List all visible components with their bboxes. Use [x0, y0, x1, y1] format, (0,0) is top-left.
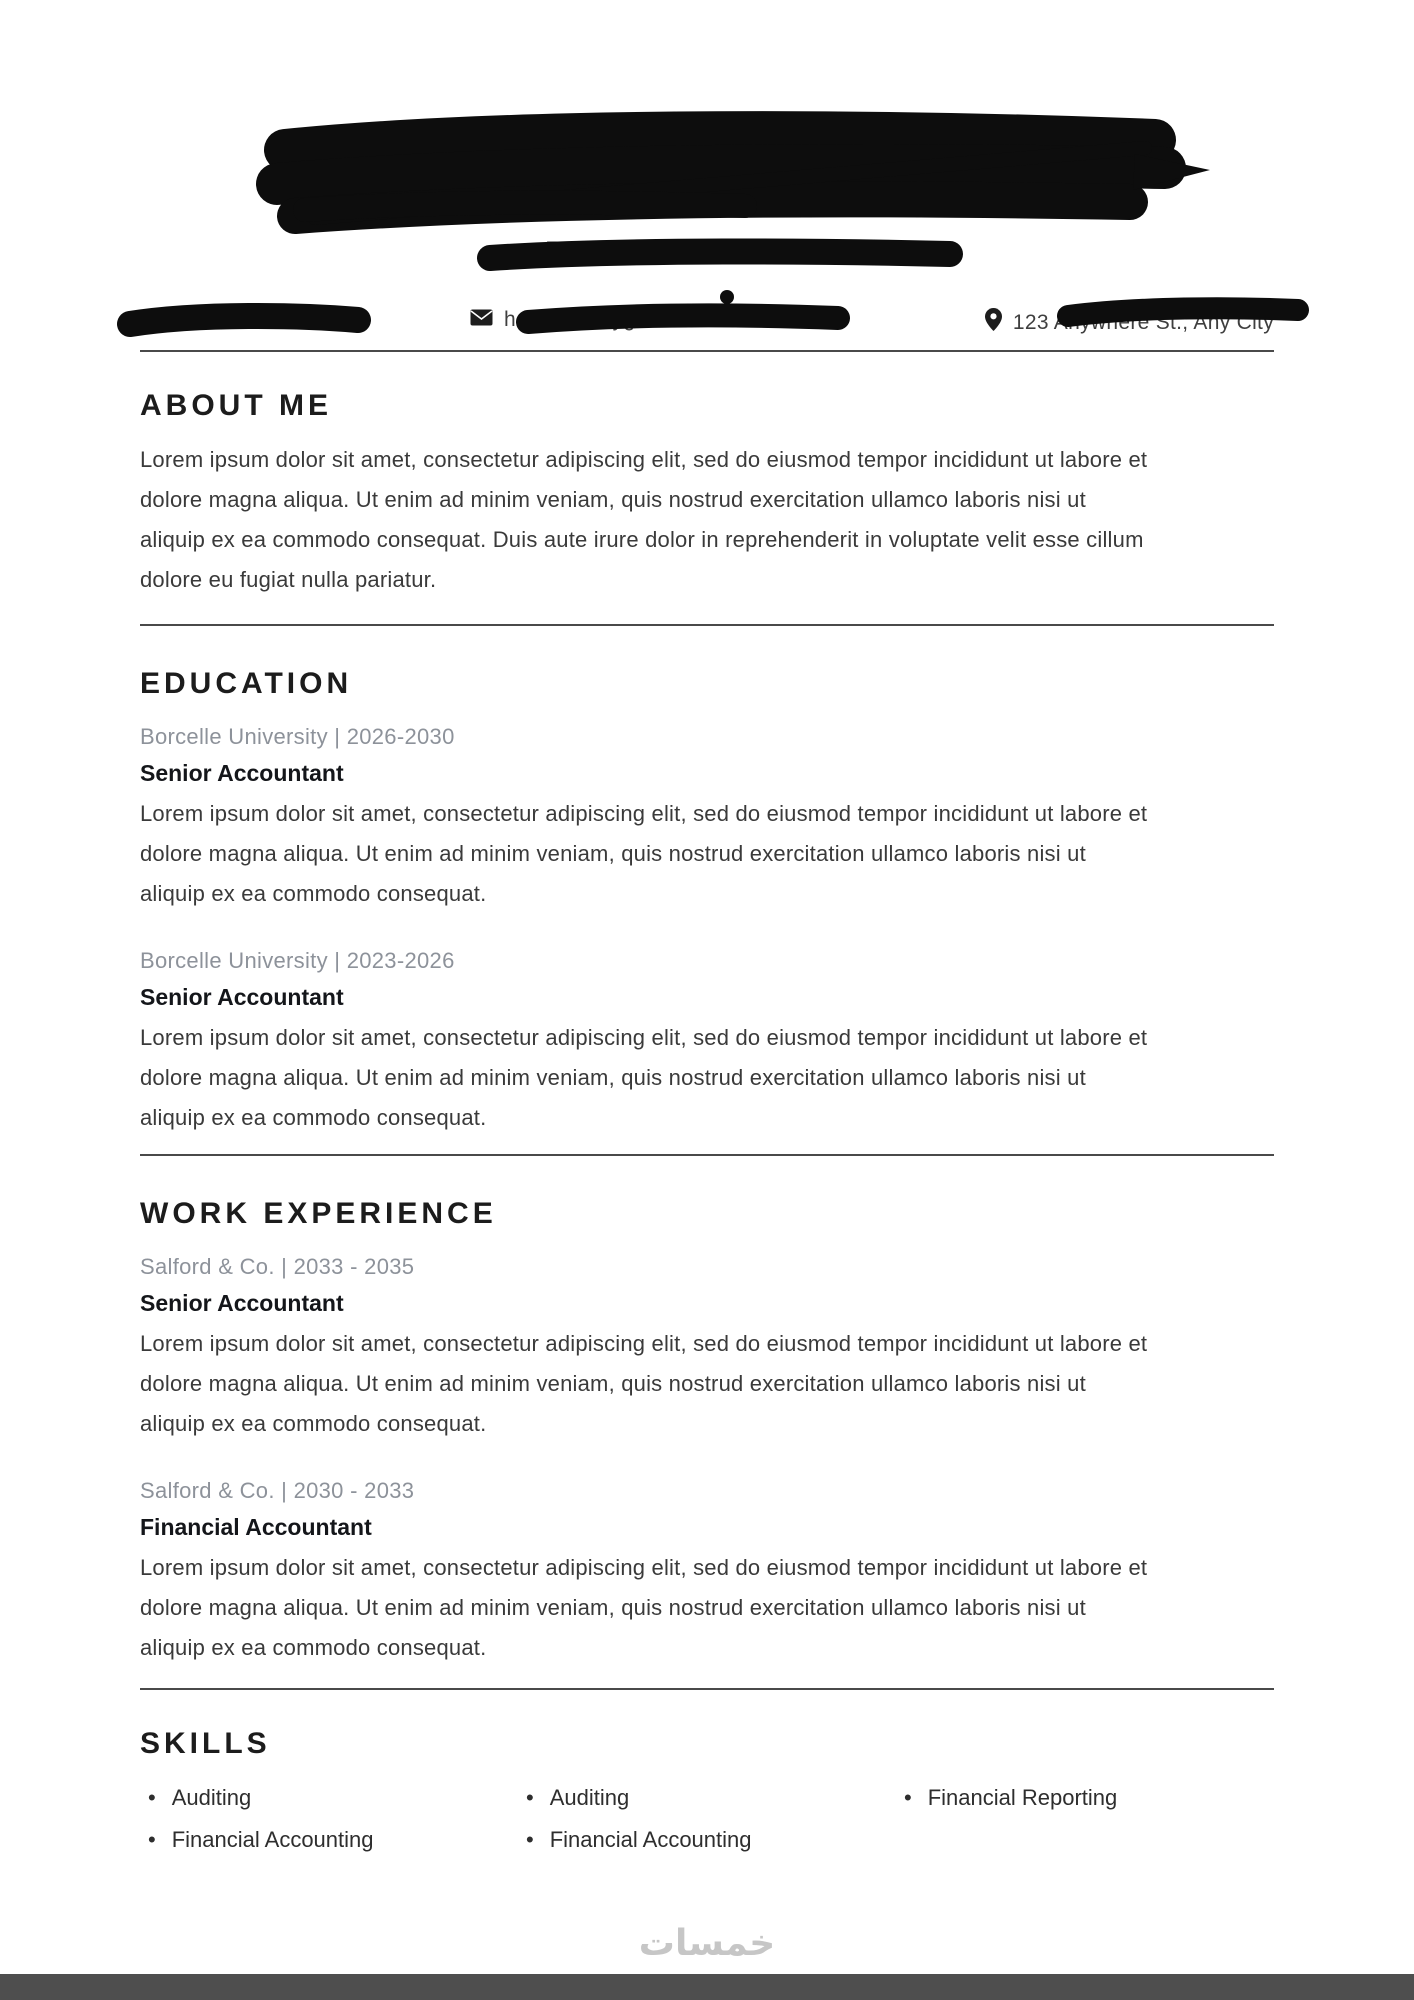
section-skills: [140, 1690, 1274, 1866]
bullet-icon: •: [526, 1827, 534, 1852]
about-me-text: Lorem ipsum dolor sit amet, consectetur adipiscing elit, sed do eiusmod tempor incididunt ut labore et dolore magna aliqua. Ut enim ad minim veniam, quis nostrud exercitation ullamco laboris nisi ut aliquip ex ea commodo consequat. Duis aute irure dolor in reprehenderit in voluptate velit esse cillum dolore eu fugiat nulla pariatur.: [140, 447, 1148, 592]
about-me-title: ABOUT ME: [140, 389, 332, 422]
education-degree: Senior Accountant: [140, 760, 344, 786]
skills-columns: [140, 1782, 1274, 1866]
education-degree: Senior Accountant: [140, 984, 344, 1010]
education-entry: [140, 946, 1274, 1138]
work-entry: [140, 1476, 1274, 1668]
education-school-dates: Borcelle University | 2023-2026: [140, 948, 455, 973]
skill-item: [518, 1782, 896, 1814]
skill-item: [140, 1782, 518, 1814]
skill-label: Auditing: [549, 1785, 630, 1810]
section-work-experience: [140, 1156, 1274, 1690]
education-entry: [140, 722, 1274, 914]
skill-label: Financial Reporting: [927, 1785, 1118, 1810]
name-redaction-scribble: [277, 132, 1210, 218]
header-subtitle: Professional Accountant: [544, 236, 870, 266]
work-experience-title: WORK EXPERIENCE: [140, 1197, 497, 1230]
education-description: Lorem ipsum dolor sit amet, consectetur adipiscing elit, sed do eiusmod tempor incididunt ut labore et dolore magna aliqua. Ut enim ad minim veniam, quis nostrud exercitation ullamco laboris nisi ut aliquip ex ea commodo consequat.: [140, 1025, 1148, 1130]
redaction-scribbles: [0, 0, 1414, 352]
skill-item: [140, 1824, 518, 1856]
watermark-text: خمسات: [638, 1923, 776, 1964]
work-job-title: Senior Accountant: [140, 1290, 344, 1316]
skills-title: SKILLS: [140, 1727, 271, 1760]
work-company-dates: Salford & Co. | 2030 - 2033: [140, 1478, 415, 1503]
skills-column-2: [518, 1782, 896, 1866]
work-company-dates: Salford & Co. | 2033 - 2035: [140, 1254, 415, 1279]
section-education: [140, 626, 1274, 1156]
work-entry: [140, 1252, 1274, 1444]
address-redaction-scribble: [1068, 308, 1298, 316]
work-job-title: Financial Accountant: [140, 1514, 372, 1540]
bullet-icon: •: [148, 1785, 156, 1810]
contact-email-text: hello@reallygreatsite.com: [504, 308, 754, 331]
education-description: Lorem ipsum dolor sit amet, consectetur adipiscing elit, sed do eiusmod tempor incididunt ut labore et dolore magna aliqua. Ut enim ad minim veniam, quis nostrud exercitation ullamco laboris nisi ut aliquip ex ea commodo consequat.: [140, 801, 1148, 906]
bullet-icon: •: [904, 1785, 912, 1810]
work-description: Lorem ipsum dolor sit amet, consectetur adipiscing elit, sed do eiusmod tempor incididunt ut labore et dolore magna aliqua. Ut enim ad minim veniam, quis nostrud exercitation ullamco laboris nisi ut aliquip ex ea commodo consequat.: [140, 1555, 1148, 1660]
skill-label: Financial Accounting: [549, 1827, 752, 1852]
skills-column-1: [140, 1782, 518, 1866]
skill-label: Auditing: [171, 1785, 252, 1810]
education-title: EDUCATION: [140, 667, 353, 700]
bullet-icon: •: [526, 1785, 534, 1810]
footer-bar: [0, 1974, 1414, 2000]
section-about-me: [140, 352, 1274, 626]
skill-item: [896, 1782, 1274, 1814]
skill-label: Financial Accounting: [171, 1827, 374, 1852]
email-redaction-scribble: [528, 315, 838, 322]
resume-header: [140, 0, 1274, 352]
skills-column-3: [896, 1782, 1274, 1866]
subtitle-redaction-scribble: [490, 251, 950, 258]
phone-redaction-scribble: [130, 316, 358, 324]
work-description: Lorem ipsum dolor sit amet, consectetur adipiscing elit, sed do eiusmod tempor incididunt ut labore et dolore magna aliqua. Ut enim ad minim veniam, quis nostrud exercitation ullamco laboris nisi ut aliquip ex ea commodo consequat.: [140, 1331, 1148, 1436]
skill-item: [518, 1824, 896, 1856]
bullet-icon: •: [148, 1827, 156, 1852]
education-school-dates: Borcelle University | 2026-2030: [140, 724, 455, 749]
contact-address-text: 123 Anywhere St., Any City: [1012, 310, 1274, 334]
separator-dot: [720, 290, 734, 304]
